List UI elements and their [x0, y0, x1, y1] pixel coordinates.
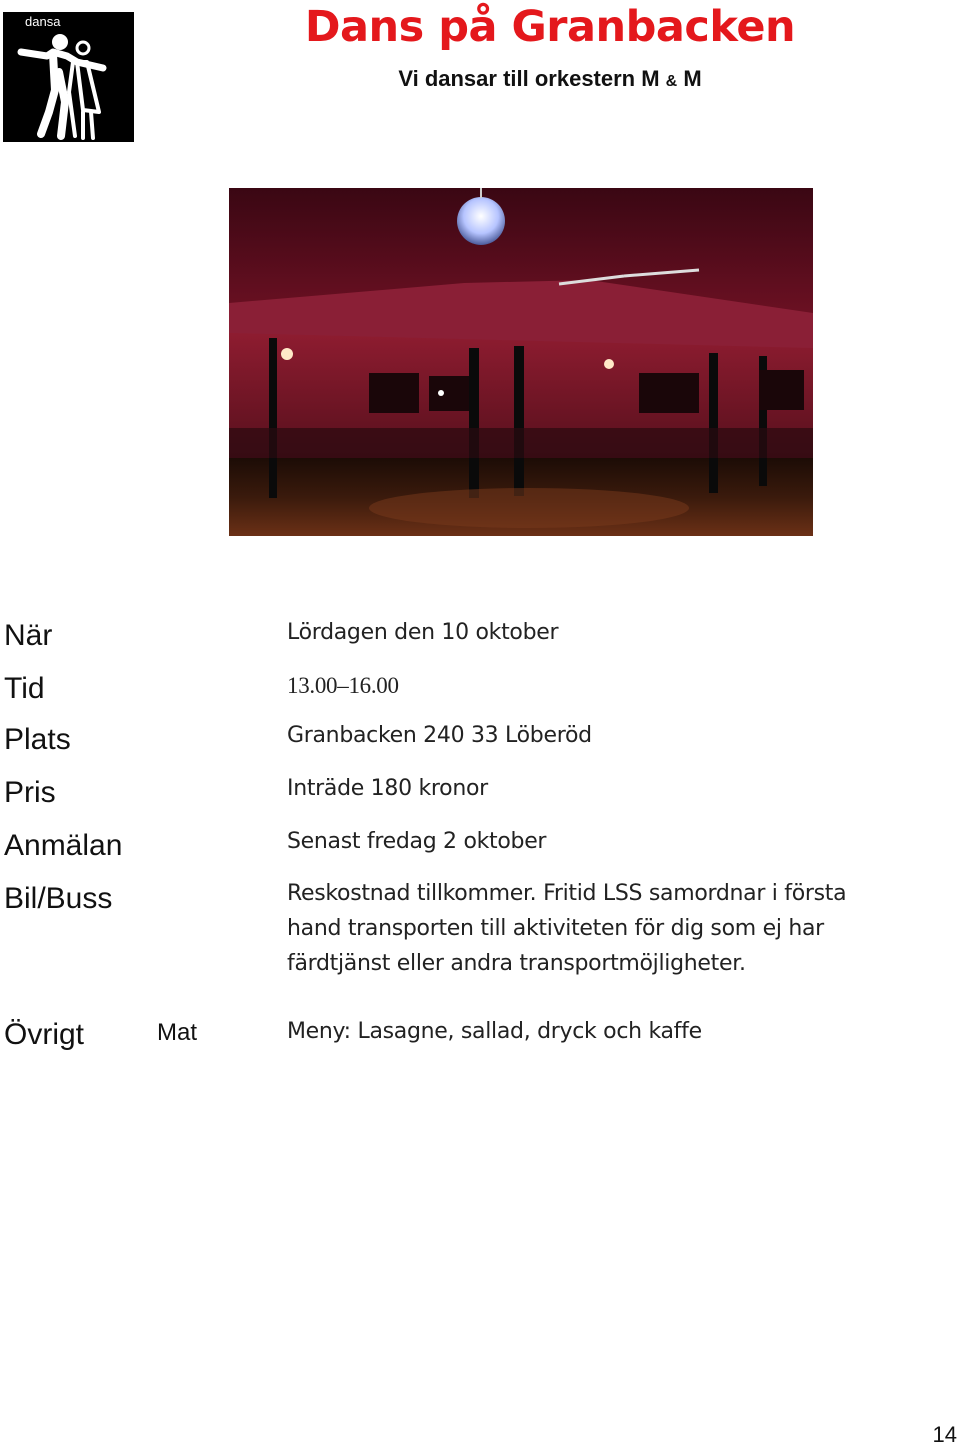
value-plats: Granbacken 240 33 Löberöd — [287, 723, 592, 748]
value-pris: Inträde 180 kronor — [287, 776, 488, 801]
value-mat: Meny: Lasagne, sallad, dryck och kaffe — [287, 1019, 702, 1044]
dance-hall-photo — [229, 188, 813, 536]
label-anmalan: Anmälan — [4, 829, 123, 862]
value-nar: Lördagen den 10 oktober — [287, 620, 559, 645]
label-bil-buss: Bil/Buss — [4, 882, 113, 915]
label-ovrigt: Övrigt — [4, 1018, 85, 1051]
value-bil-buss: Reskostnad tillkommer. Fritid LSS samordnar i första hand transporten till aktiviteten för dig som ej har färdtjänst eller andra transportmöjligheter. — [287, 881, 847, 976]
label-pris: Pris — [4, 776, 56, 809]
sublabel-mat: Mat — [157, 1019, 198, 1046]
subtitle-prefix: Vi dansar till orkestern M — [398, 66, 666, 91]
label-plats: Plats — [4, 723, 71, 756]
value-anmalan: Senast fredag 2 oktober — [287, 829, 547, 854]
label-tid: Tid — [4, 672, 45, 705]
dance-hall-illustration — [229, 188, 813, 536]
page-title: Dans på Granbacken — [304, 2, 796, 52]
dancing-couple-icon — [3, 12, 134, 142]
subtitle-suffix: M — [677, 66, 702, 91]
page-number: 14 — [932, 1422, 957, 1447]
subtitle-amp: & — [665, 73, 678, 90]
value-tid: 13.00–16.00 — [287, 673, 399, 698]
logo-label: dansa — [25, 14, 61, 29]
page-subtitle — [300, 66, 800, 92]
label-nar: När — [4, 619, 53, 652]
dance-logo — [3, 12, 134, 142]
